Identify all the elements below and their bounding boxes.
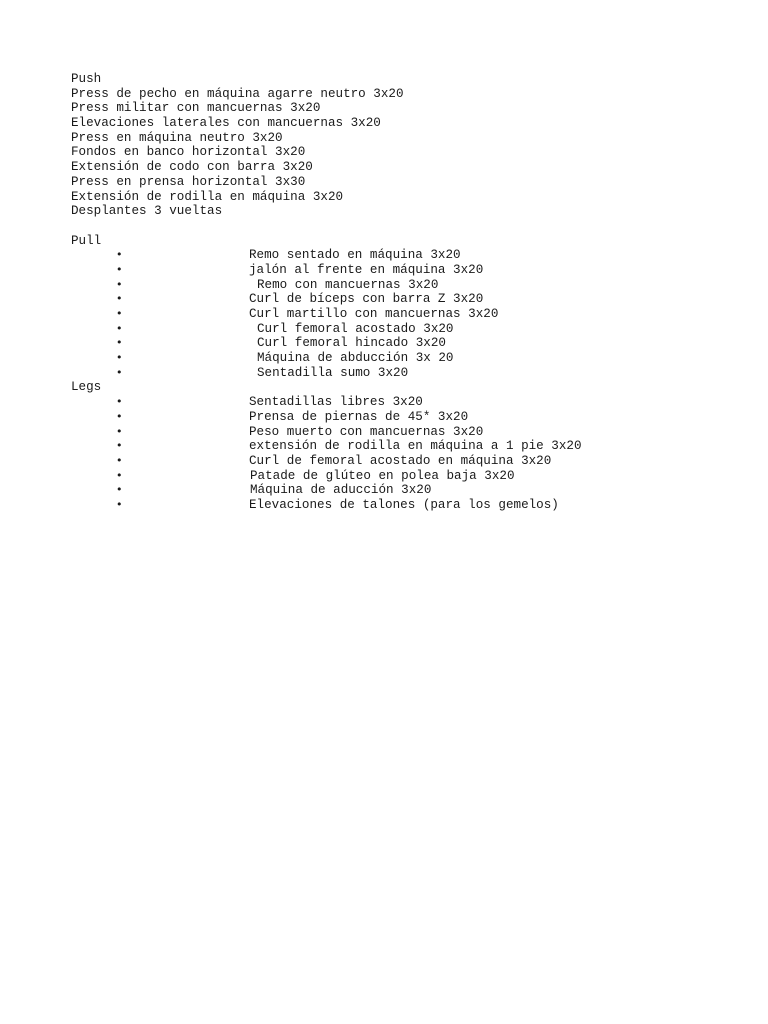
push-item: Extensión de codo con barra 3x20 [71, 160, 313, 175]
legs-item: Elevaciones de talones (para los gemelos) [249, 497, 559, 512]
pull-item: Curl femoral hincado 3x20 [257, 336, 446, 351]
bullet-icon: • [116, 307, 123, 320]
list-item [71, 395, 731, 410]
list-item [71, 336, 731, 351]
legs-item: Prensa de piernas de 45* 3x20 [249, 409, 469, 424]
legs-item: extensión de rodilla en máquina a 1 pie 3x20 [249, 439, 582, 454]
push-item: Press en máquina neutro 3x20 [71, 130, 283, 145]
document-page [71, 72, 731, 513]
push-item: Extensión de rodilla en máquina 3x20 [71, 189, 344, 204]
push-item: Press militar con mancuernas 3x20 [71, 101, 321, 116]
list-item [71, 483, 731, 498]
list-item [71, 307, 731, 322]
legs-item: Sentadillas libres 3x20 [249, 395, 423, 410]
pull-item: jalón al frente en máquina 3x20 [249, 262, 484, 277]
pull-list [71, 248, 731, 380]
legs-heading: Legs [71, 380, 102, 395]
list-item [71, 425, 731, 440]
bullet-icon: • [116, 351, 123, 365]
bullet-icon: • [116, 248, 123, 262]
list-item [71, 498, 731, 513]
pull-item: Curl martillo con mancuernas 3x20 [249, 307, 499, 321]
bullet-icon: • [116, 497, 123, 511]
pull-item: Remo sentado en máquina 3x20 [249, 248, 461, 263]
pull-item: Curl de bíceps con barra Z 3x20 [249, 292, 484, 307]
bullet-icon: • [116, 262, 123, 276]
pull-item: Sentadilla sumo 3x20 [257, 365, 409, 380]
legs-item: Patade de glúteo en polea baja 3x20 [250, 468, 515, 483]
pull-item: Máquina de abducción 3x 20 [257, 351, 454, 366]
push-item: Desplantes 3 vueltas [71, 204, 223, 219]
legs-item: Curl de femoral acostado en máquina 3x20 [249, 453, 552, 468]
list-item [71, 439, 731, 454]
push-item: Elevaciones laterales con mancuernas 3x20 [71, 116, 381, 131]
bullet-icon: • [116, 395, 123, 409]
bullet-icon: • [116, 439, 123, 453]
bullet-icon: • [116, 409, 123, 423]
list-item [71, 278, 731, 293]
push-item: Press en prensa horizontal 3x30 [71, 174, 306, 189]
list-item [71, 351, 731, 366]
bullet-icon: • [116, 277, 123, 291]
pull-item: Curl femoral acostado 3x20 [257, 321, 454, 336]
bullet-icon: • [116, 365, 123, 379]
bullet-icon: • [116, 321, 123, 335]
push-heading: Push [71, 72, 102, 86]
list-item [71, 292, 731, 307]
bullet-icon: • [116, 453, 123, 467]
list-item [71, 469, 731, 484]
list-item [71, 366, 731, 381]
bullet-icon: • [116, 336, 123, 350]
legs-item: Peso muerto con mancuernas 3x20 [249, 424, 484, 439]
bullet-icon: • [116, 424, 123, 438]
pull-heading: Pull [71, 233, 102, 248]
legs-item: Máquina de aducción 3x20 [250, 483, 432, 498]
list-item [71, 454, 731, 469]
list-item [71, 263, 731, 278]
bullet-icon: • [116, 292, 123, 306]
list-item [71, 410, 731, 425]
push-item: Press de pecho en máquina agarre neutro 3x20 [71, 86, 404, 101]
bullet-icon: • [116, 483, 123, 497]
list-item [71, 322, 731, 337]
legs-list [71, 395, 731, 513]
list-item [71, 248, 731, 263]
push-list [71, 87, 731, 219]
spacer [71, 219, 731, 234]
push-item: Fondos en banco horizontal 3x20 [71, 145, 306, 160]
bullet-icon: • [116, 468, 123, 482]
pull-item: Remo con mancuernas 3x20 [257, 277, 439, 292]
